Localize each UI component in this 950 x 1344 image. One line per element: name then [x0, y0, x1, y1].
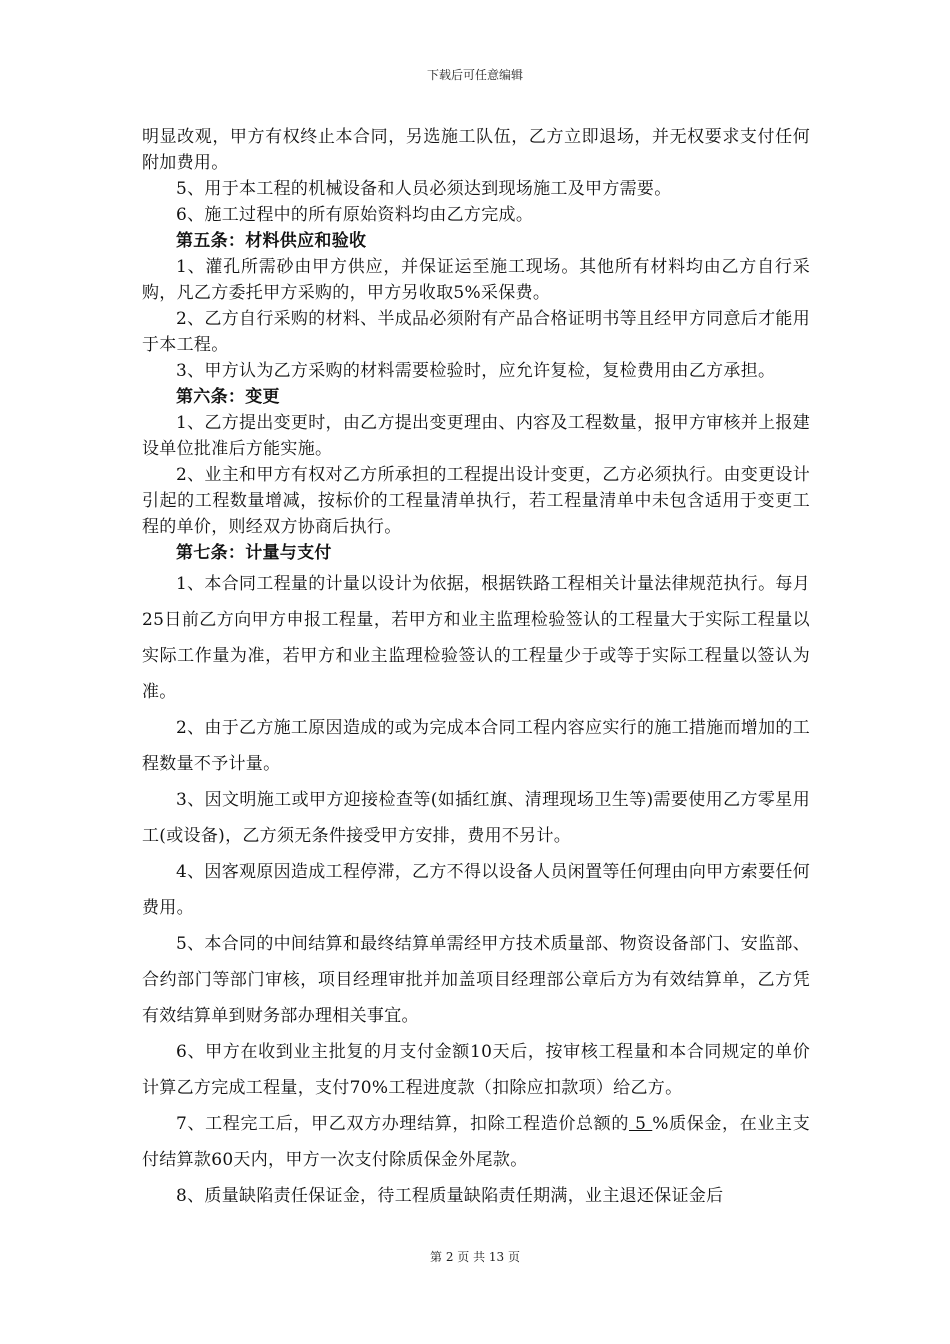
paragraph: 3、甲方认为乙方采购的材料需要检验时，应允许复检，复检费用由乙方承担。 — [176, 361, 776, 381]
paragraph: 2、业主和甲方有权对乙方所承担的工程提出设计变更，乙方必须执行。由变更设计引起的工程数量增减，按标价的工程量清单执行，若工程量清单中未包含适用于变更工程的单价，则经双方协商后执行。 — [142, 465, 810, 537]
paragraph-clause-7 — [142, 1106, 810, 1178]
clause-text: 7、工程完工后，甲乙双方办理结算，扣除工程造价总额的 — [176, 1114, 629, 1134]
paragraph: 8、质量缺陷责任保证金，待工程质量缺陷责任期满，业主退还保证金后 — [176, 1186, 724, 1206]
document-body — [142, 124, 810, 1214]
paragraph: 明显改观，甲方有权终止本合同，另选施工队伍，乙方立即退场，并无权要求支付任何附加费用。 — [142, 127, 810, 173]
section-heading: 第七条：计量与支付 — [176, 543, 332, 563]
underlined-blank: 5 — [629, 1114, 653, 1134]
section-heading: 第五条：材料供应和验收 — [176, 231, 367, 251]
paragraph: 1、灌孔所需砂由甲方供应，并保证运至施工现场。其他所有材料均由乙方自行采购，凡乙方委托甲方采购的，甲方另收取5%采保费。 — [142, 257, 810, 303]
paragraph: 1、本合同工程量的计量以设计为依据，根据铁路工程相关计量法律规范执行。每月25日前乙方向甲方申报工程量，若甲方和业主监理检验签认的工程量大于实际工程量以实际工作量为准，若甲方和业主监理检验签认的工程量少于或等于实际工程量以签认为准。 — [142, 574, 810, 702]
page-header: 下载后可任意编辑 — [426, 68, 523, 82]
paragraph: 2、由于乙方施工原因造成的或为完成本合同工程内容应实行的施工措施而增加的工程数量不予计量。 — [142, 718, 810, 774]
paragraph: 6、甲方在收到业主批复的月支付金额10天后，按审核工程量和本合同规定的单价计算乙方完成工程量，支付70%工程进度款（扣除应扣款项）给乙方。 — [142, 1042, 810, 1098]
section-heading: 第六条：变更 — [176, 387, 280, 407]
paragraph: 6、施工过程中的所有原始资料均由乙方完成。 — [176, 205, 534, 225]
clause-text: %质保金，在业主支付结算款60天内，甲方一次支付除质保金外尾款。 — [142, 1114, 810, 1170]
paragraph: 3、因文明施工或甲方迎接检查等(如插红旗、清理现场卫生等)需要使用乙方零星用工(或设备)，乙方须无条件接受甲方安排，费用不另计。 — [142, 790, 810, 846]
paragraph: 1、乙方提出变更时，由乙方提出变更理由、内容及工程数量，报甲方审核并上报建设单位批准后方能实施。 — [142, 413, 810, 459]
paragraph: 5、本合同的中间结算和最终结算单需经甲方技术质量部、物资设备部门、安监部、合约部门等部门审核，项目经理审批并加盖项目经理部公章后方为有效结算单，乙方凭有效结算单到财务部办理相关事宜。 — [142, 934, 810, 1026]
paragraph: 5、用于本工程的机械设备和人员必须达到现场施工及甲方需要。 — [176, 179, 672, 199]
page-footer: 第 2 页 共 13 页 — [430, 1250, 520, 1264]
paragraph: 4、因客观原因造成工程停滞，乙方不得以设备人员闲置等任何理由向甲方索要任何费用。 — [142, 862, 810, 918]
paragraph: 2、乙方自行采购的材料、半成品必须附有产品合格证明书等且经甲方同意后才能用于本工程。 — [142, 309, 810, 355]
